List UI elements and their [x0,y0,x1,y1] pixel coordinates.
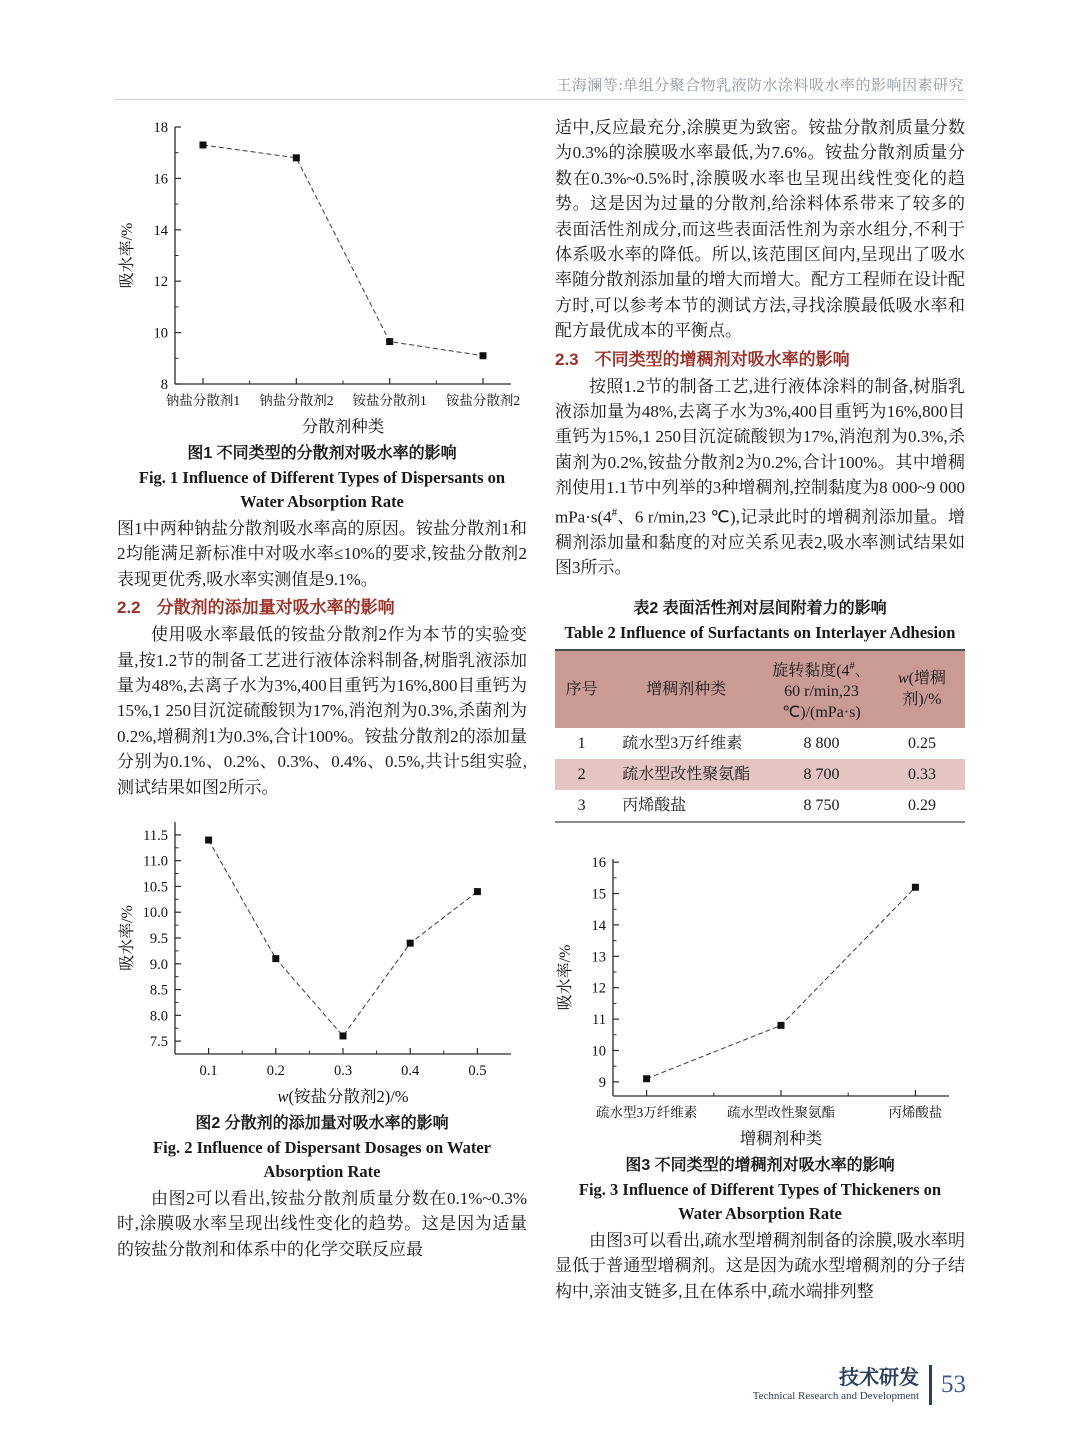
footer-section-en: Technical Research and Development [752,1389,919,1402]
two-column-body [117,115,965,1304]
section-number: 2.2 [117,598,141,618]
paragraph-2-2: 使用吸水率最低的铵盐分散剂2作为本节的实验变量,按1.2节的制备工艺进行液体涂料制备,树脂乳液添加量为48%,去离子水为3%,400目重钙为16%,800目重钙为15%,1 250目沉淀硫酸钡为17%,消泡剂为0.3%,杀菌剂为0.2%,增稠剂1为0.3%,合计100%。铵盐分散剂2的添加量分别为0.1%、0.2%、0.3%、0.4%、0.5%,共计5组实验,测试结果如图2所示。 [117,625,527,797]
table-cell: 疏水型改性聚氨酯 [622,765,751,783]
svg-text:0.3: 0.3 [333,1063,353,1080]
fig1-data-point [386,338,393,345]
svg-text:8.0: 8.0 [149,1008,168,1025]
svg-text:10.5: 10.5 [142,879,168,896]
table-2-title-zh: 表2 表面活性剂对层间附着力的影响 [633,599,887,617]
svg-text:钠盐分散剂2: 钠盐分散剂2 [259,393,334,408]
svg-text:9: 9 [598,1074,606,1091]
paragraph-2-3 [555,374,965,581]
viscosity-header-text: 旋转黏度(4 [772,661,850,679]
svg-text:钠盐分散剂1: 钠盐分散剂1 [165,393,241,408]
fig1-data-line [203,145,483,356]
svg-text:吸水率/%: 吸水率/% [119,905,136,971]
footer-divider-bar [929,1365,932,1405]
table-2-body [555,728,965,822]
fig1-data-point [293,154,300,161]
fig2-data-line [209,840,478,1036]
svg-text:18: 18 [153,120,168,136]
paragraph-2-3-text: 、6 r/min,23 ℃),记录此时的增稠剂添加量。增稠剂添加量和黏度的对应关系见表2,吸水率测试结果如图3所示。 [555,507,965,578]
svg-text:丙烯酸盐: 丙烯酸盐 [888,1104,943,1120]
table-cell: 2 [577,765,586,783]
figure-3-chart [555,847,965,1152]
figure-1 [117,115,527,514]
svg-text:11.0: 11.0 [143,853,168,870]
svg-text:10.0: 10.0 [142,905,168,922]
fig2-data-point [272,955,279,962]
fig2-plot [117,810,527,1110]
fig3-data-point [778,1022,785,1029]
figure-1-chart [117,115,527,440]
svg-text:13: 13 [591,949,606,966]
svg-text:0.1: 0.1 [199,1063,218,1080]
figure-2-caption [117,1112,527,1184]
svg-text:16: 16 [591,855,606,872]
svg-text:铵盐分散剂2: 铵盐分散剂2 [445,393,521,408]
fig2-data-point [205,837,212,844]
fig3-data-point [643,1075,650,1082]
paragraph-fig3-discussion: 由图3可以看出,疏水型增稠剂制备的涂膜,吸水率明显低于普通型增稠剂。这是因为疏水型增稠剂的分子结构中,亲油支链多,且在体系中,疏水端排列整 [555,1230,965,1301]
header-divider [114,99,966,100]
page-number: 53 [941,1371,966,1398]
footer-section-zh: 技术研发 [839,1366,919,1389]
running-head: 王海澜等:单组分聚合物乳液防水涂料吸水率的影响因素研究 [556,78,964,94]
paragraph-continuation: 适中,反应最充分,涂膜更为致密。铵盐分散剂质量分数为0.3%的涂膜吸水率最低,为7.6%。铵盐分散剂质量分数在0.3%~0.5%时,涂膜吸水率也呈现出线性变化的趋势。这是因为过量的分散剂,给涂料体系带来了较多的表面活性剂成分,而这些表面活性剂为亲水组分,不利于体系吸水率的降低。所以,该范围区间内,呈现出了吸水率随分散剂添加量的增大而增大。配方工程师在设计配方时,可以参考本节的测试方法,寻找涂膜最低吸水率和配方最优成本的平衡点。 [555,118,965,341]
svg-text:9.0: 9.0 [149,956,168,973]
svg-text:吸水率/%: 吸水率/% [119,222,136,289]
figure-3 [555,847,965,1226]
svg-text:分散剂种类: 分散剂种类 [301,417,385,436]
column-header-viscosity [764,650,879,728]
table-cell: 8 750 [803,796,840,814]
svg-text:11.5: 11.5 [143,827,168,844]
table-cell: 疏水型3万纤维素 [622,734,743,752]
table-cell: 丙烯酸盐 [622,796,687,814]
fig3-data-point [912,884,919,891]
figure-1-caption [117,442,527,514]
footer-section-labels [753,1367,919,1404]
svg-text:8.5: 8.5 [149,982,168,999]
svg-text:0.4: 0.4 [401,1063,420,1080]
column-header-index: 序号 [555,650,608,728]
table-2 [555,649,965,823]
section-heading-2-3 [555,347,965,372]
w-symbol: w [897,670,909,688]
fig2-data-point [340,1033,347,1040]
table-row [555,759,965,790]
svg-text:铵盐分散剂1: 铵盐分散剂1 [352,393,427,408]
figure-1-caption-zh: 图1 不同类型的分散剂对吸水率的影响 [187,445,457,462]
section-number: 2.3 [555,349,579,369]
table-cell: 0.29 [907,796,936,814]
figure-1-caption-en: Fig. 1 Influence of Different Types of Dispersants on Water Absorption Rate [138,468,506,511]
left-column [117,115,527,1304]
rotor-number-superscript: # [611,506,618,519]
fig3-plot [555,847,965,1152]
svg-text:11: 11 [592,1011,606,1028]
figure-3-caption-en: Fig. 3 Influence of Different Types of Thickeners on Water Absorption Rate [578,1179,942,1223]
svg-text:9.5: 9.5 [149,931,168,948]
fig3-data-line [647,887,916,1078]
page-footer [753,1365,966,1405]
svg-text:12: 12 [591,980,606,997]
section-title: 分散剂的添加量对吸水率的影响 [156,598,395,618]
section-title: 不同类型的增稠剂对吸水率的影响 [594,349,850,369]
table-cell: 0.25 [907,734,936,752]
figure-2 [117,810,527,1184]
right-column [555,115,965,1304]
paragraph-fig1-discussion: 图1中两种钠盐分散剂吸水率高的原因。铵盐分散剂1和2均能满足新标准中对吸水率≤10%的要求,铵盐分散剂2表现更优秀,吸水率实测值是9.1%。 [117,519,527,589]
svg-text:15: 15 [591,886,606,903]
section-heading-2-2 [117,595,527,620]
svg-text:10: 10 [153,325,168,342]
figure-2-caption-zh: 图2 分散剂的添加量对吸水率的影响 [195,1115,449,1133]
table-row [555,728,965,759]
table-cell: 8 700 [803,765,840,783]
svg-text:疏水型3万纤维素: 疏水型3万纤维素 [595,1104,698,1120]
svg-text:12: 12 [153,274,168,291]
svg-text:0.2: 0.2 [266,1063,285,1080]
svg-text:10: 10 [591,1043,606,1060]
paragraph-fig2-discussion: 由图2可以看出,铵盐分散剂质量分数在0.1%~0.3%时,涂膜吸水率呈现出线性变化的趋势。这是因为适量的铵盐分散剂和体系中的化学交联反应最 [117,1189,527,1259]
svg-text:7.5: 7.5 [149,1034,168,1051]
svg-text:16: 16 [153,171,168,188]
svg-text:0.5: 0.5 [468,1063,487,1080]
rotor-number-superscript: # [849,660,855,672]
figure-2-chart [117,810,527,1110]
svg-text:8: 8 [160,377,168,393]
table-2-title-en: Table 2 Influence of Surfactants on Interlayer Adhesion [564,622,956,642]
figure-3-caption-zh: 图3 不同类型的增稠剂对吸水率的影响 [625,1156,895,1174]
svg-text:增稠剂种类: 增稠剂种类 [739,1128,823,1148]
svg-text:14: 14 [153,222,168,239]
column-header-thickener-type: 增稠剂种类 [608,650,764,728]
fig1-data-point [200,141,207,148]
paragraph-2-3-text: 按照1.2节的制备工艺,进行液体涂料的制备,树脂乳液添加量为48%,去离子水为3%,400目重钙为16%,800目重钙为15%,1 250目沉淀硫酸钡为17%,消泡剂为0.3%,杀菌剂为0.2%,铵盐分散剂2为0.2%,合计100%。其中增稠剂使用1.1节中列举的3种增稠剂,控制黏度为8 000~9 000 mPa·s(4 [555,376,965,527]
svg-text:w(铵盐分散剂2)/%: w(铵盐分散剂2)/% [277,1087,409,1107]
fig1-plot [117,115,527,440]
table-2-header [555,650,965,728]
table-cell: 1 [577,734,586,752]
svg-text:吸水率/%: 吸水率/% [557,944,574,1011]
column-header-w-thickener [879,650,965,728]
fig1-data-point [480,352,487,359]
figure-3-caption [555,1154,965,1226]
figure-2-caption-en: Fig. 2 Influence of Dispersant Dosages on Water Absorption Rate [153,1138,491,1182]
viscosity-header-text: 、60 r/min,23 ℃)/(mPa·s) [782,661,871,721]
fig2-data-point [407,940,414,947]
table-cell: 0.33 [907,765,936,783]
table-cell: 8 800 [803,734,840,752]
fig2-data-point [474,888,481,895]
svg-text:14: 14 [591,917,606,934]
svg-text:疏水型改性聚氨酯: 疏水型改性聚氨酯 [727,1104,835,1120]
w-header-text: (增稠剂)/% [902,670,946,709]
table-row [555,790,965,822]
table-cell: 3 [577,796,586,814]
